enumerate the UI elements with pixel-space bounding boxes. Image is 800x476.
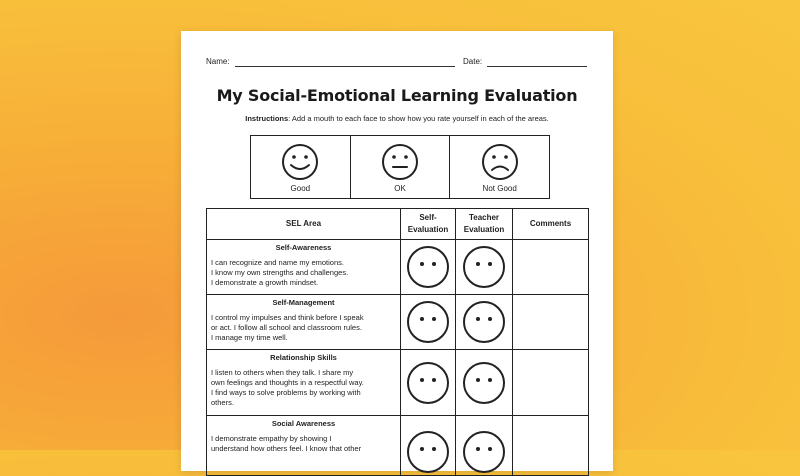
header-comments: Comments (513, 209, 589, 240)
teacher-evaluation-face[interactable] (456, 350, 513, 416)
legend-not-good-label: Not Good (482, 184, 517, 193)
table-row (207, 350, 589, 416)
blank-face-icon (462, 300, 506, 344)
happy-face-icon (280, 142, 320, 182)
blank-face-icon (406, 300, 450, 344)
teacher-evaluation-face[interactable] (456, 295, 513, 350)
blank-face-icon (462, 430, 506, 474)
blank-face-icon (406, 245, 450, 289)
legend-ok-label: OK (394, 184, 406, 193)
name-line (235, 66, 455, 67)
area-name: Self-Management (272, 298, 335, 307)
table-row (207, 295, 589, 350)
area-cell (207, 295, 401, 350)
comments-cell[interactable] (513, 416, 589, 476)
area-description: I listen to others when they talk. I share my own feelings and thoughts in a respectful way. I find ways to solve problems by working with others. (211, 368, 364, 407)
table-row (207, 416, 589, 476)
face-legend (250, 135, 550, 199)
sel-evaluation-table (206, 208, 589, 476)
legend-good-label: Good (290, 184, 311, 193)
blank-face-icon (406, 430, 450, 474)
name-label: Name: (206, 57, 230, 66)
worksheet-page (181, 31, 613, 471)
neutral-face-icon (380, 142, 420, 182)
worksheet-title: My Social-Emotional Learning Evaluation (216, 86, 578, 105)
area-name: Relationship Skills (270, 353, 337, 362)
table-row (207, 240, 589, 295)
area-name: Social Awareness (271, 419, 336, 428)
area-cell (207, 240, 401, 295)
date-label: Date: (463, 57, 483, 66)
comments-cell[interactable] (513, 295, 589, 350)
instructions-label: Instructions (245, 114, 289, 123)
self-evaluation-face[interactable] (401, 295, 456, 350)
teacher-evaluation-face[interactable] (456, 416, 513, 476)
area-cell (207, 350, 401, 416)
area-name: Self-Awareness (275, 243, 332, 252)
instructions-text: : Add a mouth to each face to show how you rate yourself in each of the areas. (288, 114, 549, 123)
header-self-evaluation: Self- Evaluation (401, 209, 456, 240)
self-evaluation-face[interactable] (401, 240, 456, 295)
sad-face-icon (480, 142, 520, 182)
teacher-evaluation-face[interactable] (456, 240, 513, 295)
instructions (181, 114, 613, 123)
area-description: I can recognize and name my emotions. I know my own strengths and challenges. I demonstrate a growth mindset. (211, 258, 349, 287)
header-teacher-evaluation: Teacher Evaluation (456, 209, 513, 240)
comments-cell[interactable] (513, 240, 589, 295)
legend-not-good (450, 136, 549, 198)
blank-face-icon (462, 245, 506, 289)
legend-good (251, 136, 351, 198)
header-sel-area: SEL Area (207, 209, 401, 240)
legend-ok (351, 136, 451, 198)
area-cell (207, 416, 401, 476)
area-description: I demonstrate empathy by showing I understand how others feel. I know that other (211, 434, 362, 453)
blank-face-icon (462, 361, 506, 405)
date-line (487, 66, 587, 67)
area-description: I control my impulses and think before I speak or act. I follow all school and classroom rules. I manage my time well. (211, 313, 364, 342)
self-evaluation-face[interactable] (401, 350, 456, 416)
self-evaluation-face[interactable] (401, 416, 456, 476)
table-header-row (207, 209, 589, 240)
comments-cell[interactable] (513, 350, 589, 416)
blank-face-icon (406, 361, 450, 405)
